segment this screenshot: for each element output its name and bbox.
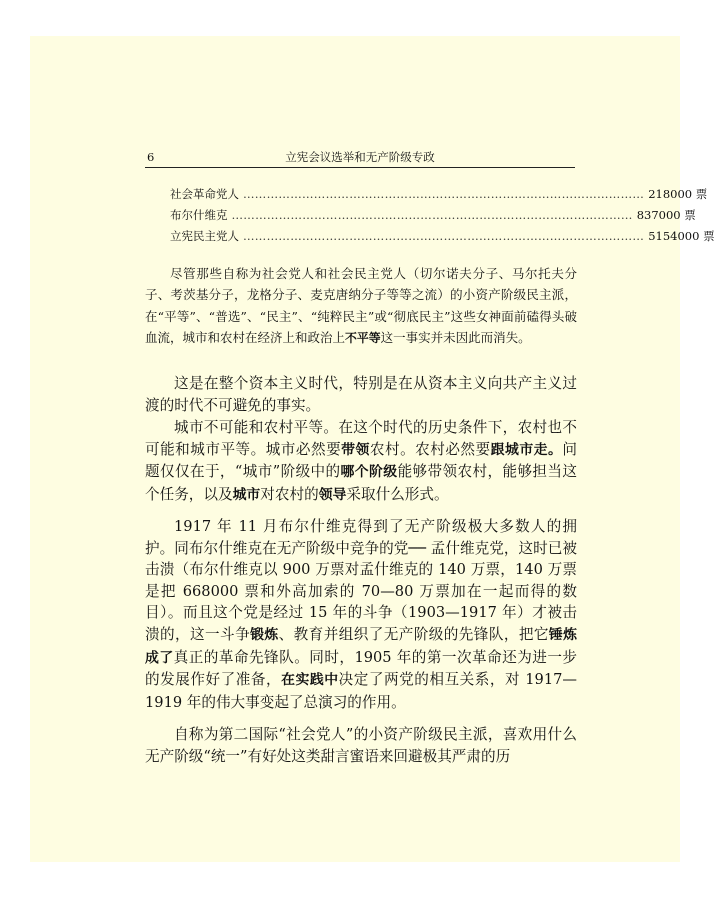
- vote-row-sr: [170, 184, 708, 205]
- emphasis: 领导: [318, 486, 347, 503]
- text-run: 能够带领农村，能够担当这个任务，以及: [145, 463, 577, 503]
- emphasis: 哪个阶级: [340, 464, 398, 481]
- vote-table: [170, 184, 715, 247]
- text-run: 问题仅仅在于，“城市”阶级中的: [145, 440, 577, 481]
- emphasis: 城市: [232, 486, 261, 503]
- party-name: 布尔什维克: [170, 208, 228, 222]
- text-run: 1917 年 11 月布尔什维克得到了无产阶级极大多数人的拥护。同布尔什维克在无产阶级中竞争的党── 孟什维克党，这时已被击溃（布尔什维克以 900 万票对孟什维克的 140 万票，140 万票是把 668000 票和外高加索的 70—80 万票加在一起而得的数目）。而且这个党是经过 15 年的斗争（1903—1917 年）才被击溃的，这一斗争: [145, 518, 577, 643]
- emphasis: 不平等: [345, 330, 381, 345]
- emphasis: 锻炼: [250, 626, 279, 643]
- body-paragraph: [145, 373, 577, 416]
- body-paragraph: [145, 516, 577, 713]
- emphasis: 跟城市走。: [490, 441, 563, 458]
- text-run: 农村。农村必然要: [369, 440, 491, 458]
- text-run: 城市不可能和农村平等。在这个时代的历史条件下，农村也不可能和城市平等。城市必然要: [145, 419, 577, 458]
- leader-dots: …………………………………………………………………………………………: [243, 187, 645, 201]
- emphasis: 在实践中: [281, 672, 339, 689]
- vote-count: 837000 票: [636, 208, 696, 222]
- text-run: 对农村的: [260, 485, 319, 503]
- text-run: 、教育并组织了无产阶级的先锋队，把它: [278, 625, 549, 643]
- vote-count: 218000 票: [648, 187, 708, 201]
- text-run: 这是在整个资本主义时代，特别是在从资本主义向共产主义过渡的时代不可避免的事实。: [145, 375, 577, 414]
- vote-count: 5154000 票: [648, 229, 715, 243]
- page-header: [145, 150, 575, 168]
- leader-dots: …………………………………………………………………………………………: [243, 229, 645, 243]
- vote-row-bolshevik: [170, 205, 696, 226]
- party-name: 立宪民主党人: [170, 229, 239, 243]
- emphasis: 带领: [341, 441, 370, 458]
- text-run: 决定了两党的相互关系，对 1917—1919 年的伟大事变起了总演习的作用。: [145, 671, 577, 711]
- party-name: 社会革命党人: [170, 187, 239, 201]
- emphasis: 锤炼成了: [145, 626, 577, 666]
- running-title: 立宪会议选举和无产阶级专政: [285, 150, 435, 164]
- text-run: 这一事实并未因此而消失。: [380, 329, 531, 345]
- text-run: 真正的革命先锋队。同时，1905 年的第一次革命还为进一步的发展作好了准备，: [145, 648, 578, 689]
- text-run: 采取什么形式。: [346, 485, 449, 503]
- vote-row-kadet: [170, 226, 715, 247]
- page-number: 6: [147, 150, 155, 164]
- leader-dots: …………………………………………………………………………………………: [231, 208, 633, 222]
- text-run: 自称为第二国际“社会党人”的小资产阶级民主派，喜欢用什么无产阶级“统一”有好处这类甜言蜜语来回避极其严肃的历: [145, 726, 577, 765]
- body-paragraph: [145, 724, 577, 767]
- small-print-paragraph: [145, 263, 577, 349]
- text-run: 尽管那些自称为社会党人和社会民主党人（切尔诺夫分子、马尔托夫分子、考茨基分子，龙格分子、麦克唐纳分子等等之流）的小资产阶级民主派，在“平等”、“普选”、“民主”、“纯粹民主”或“彻底民主”这些女神面前磕得头破血流，城市和农村在经济上和政治上: [145, 266, 577, 345]
- body-paragraph: [145, 417, 577, 506]
